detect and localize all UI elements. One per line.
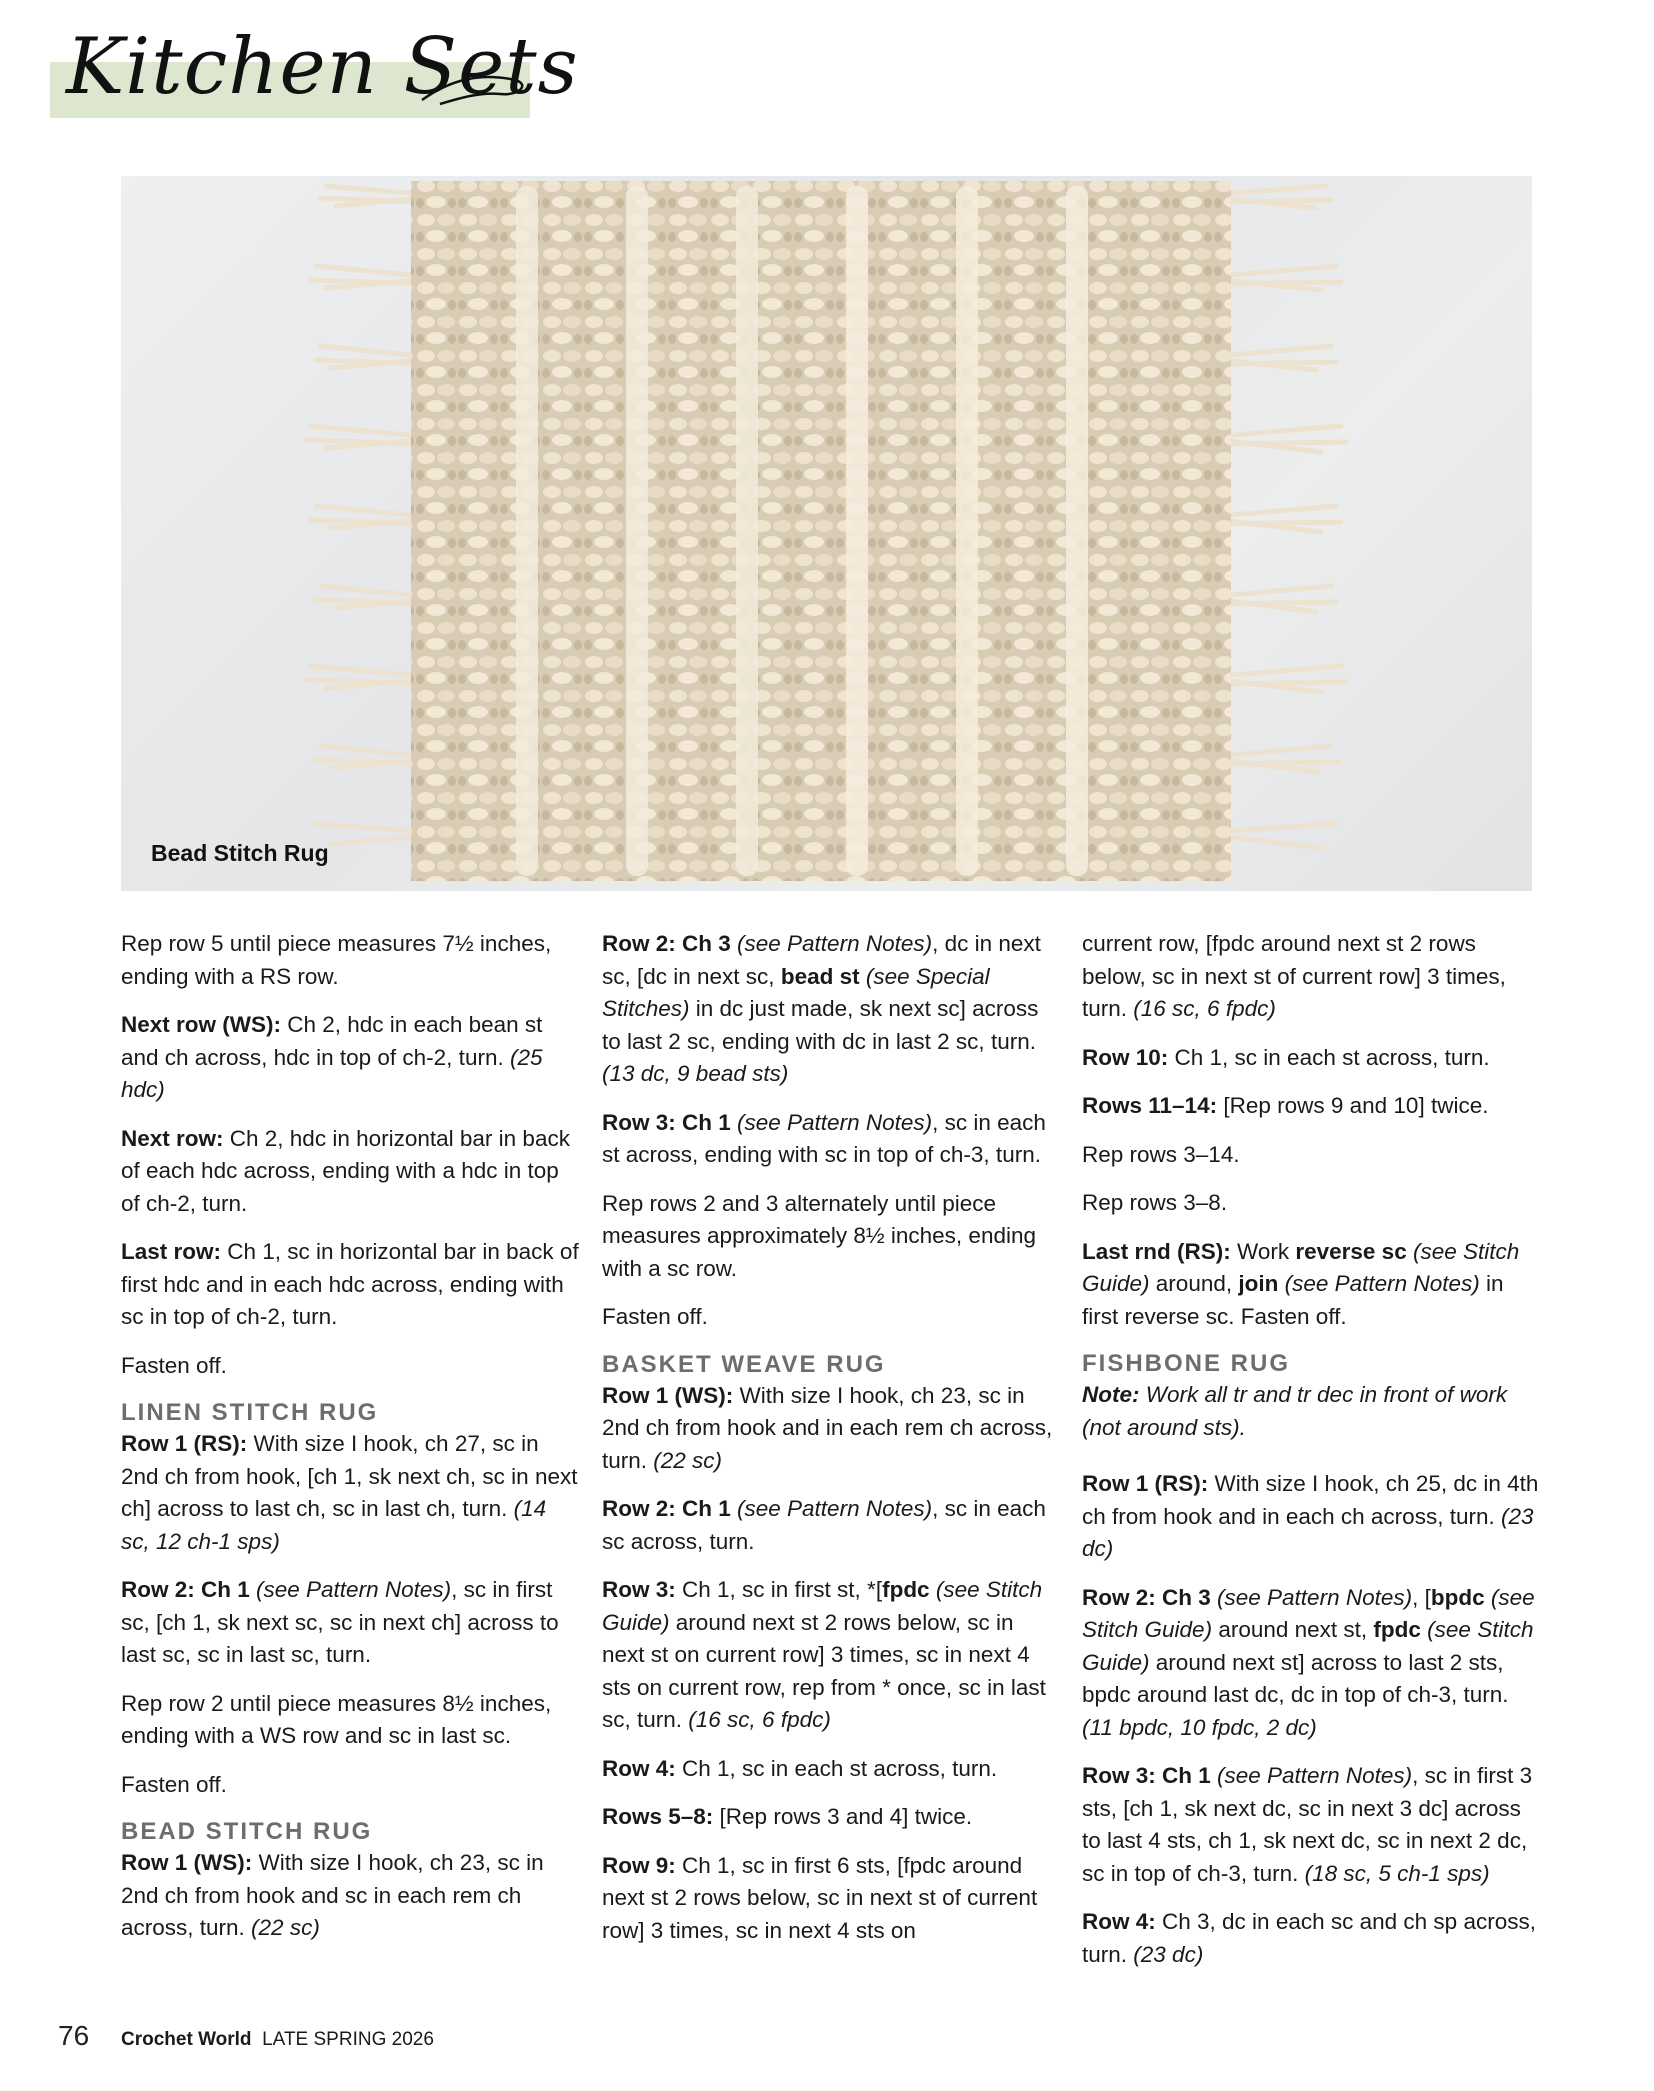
rug-photo [121, 176, 1532, 891]
paragraph: Row 4: Ch 3, dc in each sc and ch sp across, turn. (23 dc) [1082, 1909, 1536, 1967]
paragraph: Row 4: Ch 1, sc in each st across, turn. [602, 1755, 998, 1781]
paragraph: Rows 11–14: [Rep rows 9 and 10] twice. [1082, 1093, 1489, 1118]
paragraph: Rep row 5 until piece measures 7½ inches, ending with a RS row. [121, 931, 552, 989]
paragraph: Row 1 (RS): With size I hook, ch 25, dc in 4th ch from hook and in each ch across, turn. (23 dc) [1082, 1471, 1539, 1561]
left-fringe [306, 186, 421, 844]
paragraph: Fasten off. [121, 1352, 227, 1378]
paragraph: Row 3: Ch 1 (see Pattern Notes), sc in each st across, ending with sc in top of ch-3, turn. [602, 1109, 1046, 1167]
paragraph: Row 3: Ch 1 (see Pattern Notes), sc in first 3 sts, [ch 1, sk next dc, sc in next 3 dc] across to last 4 sts, ch 1, sk next dc, sc in next 2 dc, sc in top of ch-3, turn. (18 sc, 5 ch-1 sps) [1082, 1763, 1533, 1886]
page-number: 76 [58, 2020, 90, 2051]
paragraph: Fasten off. [121, 1771, 227, 1797]
title-swash-ornament [420, 70, 530, 110]
paragraph: Row 1 (RS): With size I hook, ch 27, sc in 2nd ch from hook, [ch 1, sk next ch, sc in next ch] across to last ch, sc in last ch, turn. (14 sc, 12 ch-1 sps) [121, 1431, 578, 1554]
paragraph: Row 1 (WS): With size I hook, ch 23, sc in 2nd ch from hook and in each rem ch across, turn. (22 sc) [602, 1382, 1053, 1473]
paragraph: Last row: Ch 1, sc in horizontal bar in back of first hdc and in each hdc across, ending with sc in top of ch-2, turn. [121, 1239, 579, 1329]
magazine-footer [121, 2029, 434, 2051]
section-title: Kitchen Sets [66, 22, 579, 112]
paragraph: Next row (WS): Ch 2, hdc in each bean st and ch across, hdc in top of ch-2, turn. (25 hdc) [121, 1012, 543, 1102]
paragraph: Next row: Ch 2, hdc in horizontal bar in back of each hdc across, ending with a hdc in top of ch-2, turn. [121, 1125, 570, 1216]
paragraph: current row, [fpdc around next st 2 rows below, sc in next st of current row] 3 times, turn. (16 sc, 6 fpdc) [1082, 931, 1506, 1021]
paragraph: Row 2: Ch 1 (see Pattern Notes), sc in each sc across, turn. [602, 1496, 1046, 1554]
photo-caption: Bead Stitch Rug [151, 840, 329, 866]
heading-linen-stitch-rug: LINEN STITCH RUG [121, 1399, 379, 1426]
paragraph: Last rnd (RS): Work reverse sc (see Stitch Guide) around, join (see Pattern Notes) in first reverse sc. Fasten off. [1082, 1238, 1520, 1329]
magazine-name: Crochet World [121, 2029, 252, 2050]
paragraph: Row 2: Ch 3 (see Pattern Notes), [bpdc (see Stitch Guide) around next st, fpdc (see Stitch Guide) around next st] across to last 2 sts, bpdc around last dc, dc in top of ch-3, turn. (11 bpdc, 10 fpdc, 2 dc) [1082, 1584, 1535, 1740]
paragraph: Fasten off. [602, 1304, 708, 1329]
heading-basket-weave-rug: BASKET WEAVE RUG [602, 1350, 886, 1378]
heading-bead-stitch-rug: BEAD STITCH RUG [121, 1818, 373, 1845]
right-fringe [1221, 186, 1346, 848]
paragraph: Rep rows 3–8. [1082, 1190, 1228, 1215]
paragraph: Row 1 (WS): With size I hook, ch 23, sc in 2nd ch from hook and sc in each rem ch across, turn. (22 sc) [121, 1850, 544, 1940]
paragraph: Rep rows 3–14. [1082, 1141, 1240, 1167]
rug-illustration [121, 176, 1532, 891]
paragraph: Rep rows 2 and 3 alternately until piece measures approximately 8½ inches, ending with a sc row. [602, 1190, 1036, 1281]
paragraph: Row 2: Ch 1 (see Pattern Notes), sc in first sc, [ch 1, sk next sc, sc in next ch] across to last sc, sc in last sc, turn. [121, 1577, 559, 1667]
paragraph: Rows 5–8: [Rep rows 3 and 4] twice. [602, 1804, 973, 1829]
note-paragraph: Note: Work all tr and tr dec in front of work (not around sts). [1082, 1382, 1508, 1440]
text-column-1 [121, 928, 581, 1961]
paragraph: Rep row 2 until piece measures 8½ inches, ending with a WS row and sc in last sc. [121, 1690, 552, 1748]
text-column-3 [1082, 928, 1542, 1987]
text-column-2 [602, 928, 1062, 1963]
paragraph: Row 3: Ch 1, sc in first st, *[fpdc (see Stitch Guide) around next st 2 rows below, sc in next st on current row] 3 times, sc in next 4 sts on current row, rep from * once, sc in last sc, turn. (16 sc, 6 fpdc) [602, 1577, 1046, 1732]
heading-fishbone-rug: FISHBONE RUG [1082, 1350, 1291, 1377]
paragraph: Row 9: Ch 1, sc in first 6 sts, [fpdc around next st 2 rows below, sc in next st of current row] 3 times, sc in next 4 sts on [602, 1852, 1038, 1943]
issue-label: LATE SPRING 2026 [262, 2029, 434, 2050]
paragraph: Row 10: Ch 1, sc in each st across, turn. [1082, 1044, 1490, 1070]
paragraph: Row 2: Ch 3 (see Pattern Notes), dc in next sc, [dc in next sc, bead st (see Special Stitches) in dc just made, sk next sc] across to last 2 sc, ending with dc in last 2 sc, turn. (13 dc, 9 bead sts) [602, 931, 1041, 1086]
